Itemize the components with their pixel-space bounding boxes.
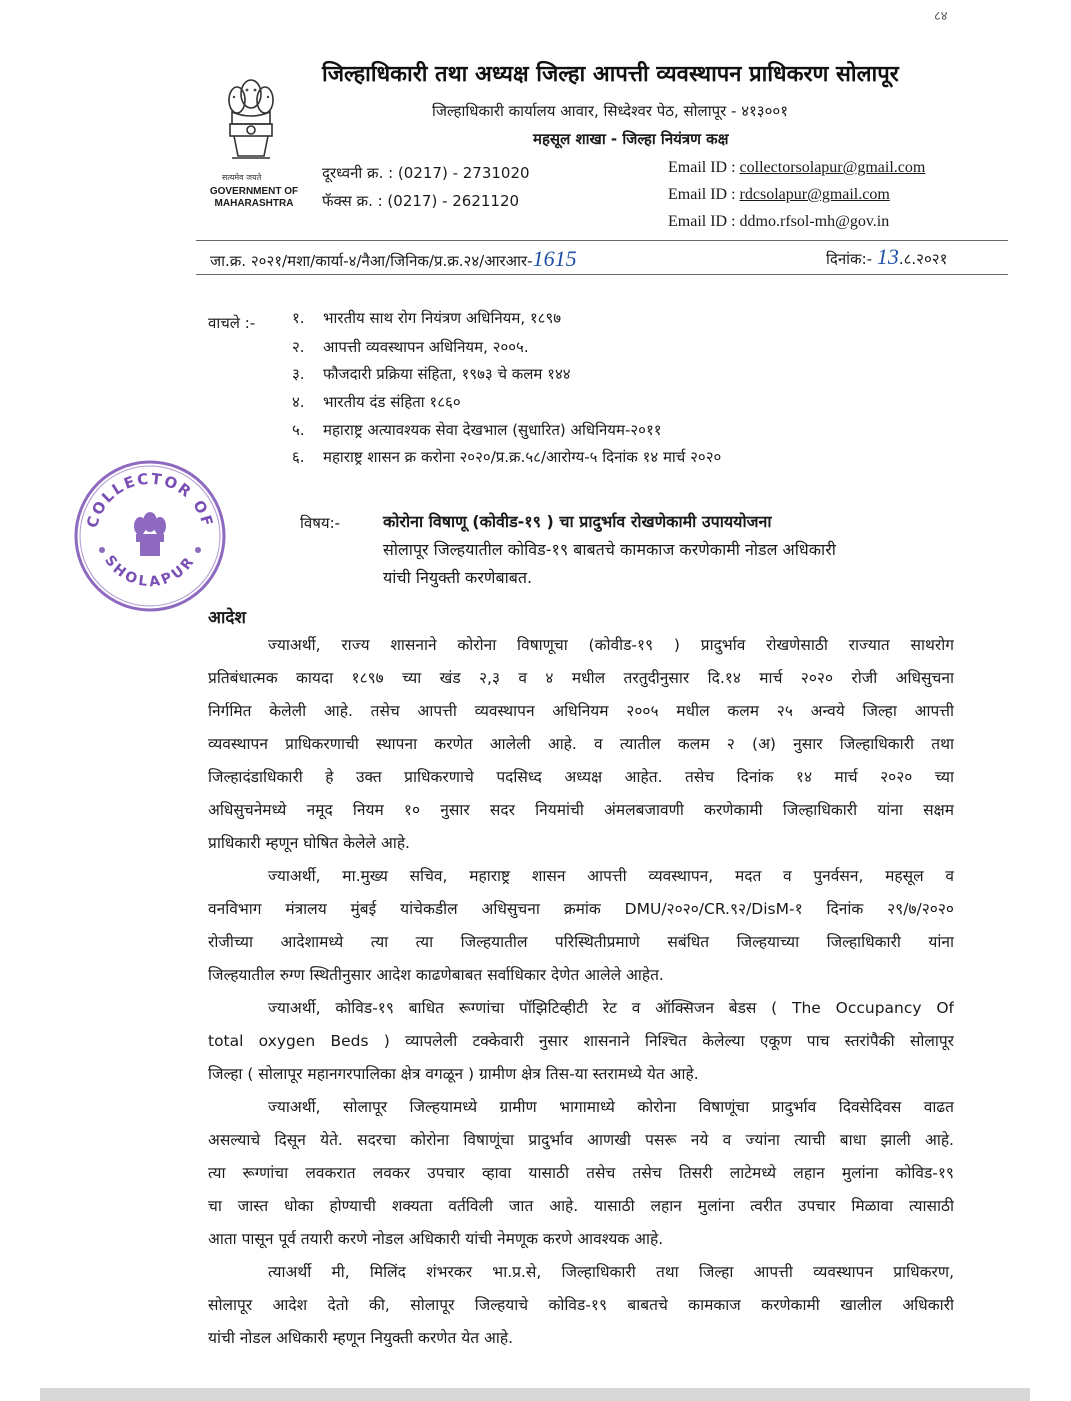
body-line: सोलापूर आदेश देतो की, सोलापूर जिल्हयाचे कोविड-१९ बाबतचे कामकाज करणेकामी खालील अधिकारी xyxy=(208,1296,954,1314)
email-label: Email ID : xyxy=(668,213,740,230)
body-line: चा जास्त धोका होण्याची शक्यता वर्तविली जात आहे. यासाठी लहान मुलांना त्वरीत उपचार मिळावा त्यासाठी xyxy=(208,1197,954,1215)
body-line: प्राधिकारी म्हणून घोषित केलेले आहे. xyxy=(208,834,410,852)
read-item-text: फौजदारी प्रक्रिया संहिता, १९७३ चे कलम १४४ xyxy=(323,365,571,383)
body-line: रोजीच्या आदेशामध्ये त्या त्या जिल्हयातील परिस्थितीप्रमाणे सबंधित जिल्हयाच्या जिल्हाधिकारी यांना xyxy=(208,933,954,951)
read-item-text: महाराष्ट्र अत्यावश्यक सेवा देखभाल (सुधारित) अधिनियम-२०११ xyxy=(323,421,662,439)
date-prefix: दिनांक:- xyxy=(826,250,873,268)
stamp-top-text: COLLECTOR OF xyxy=(82,469,218,530)
reference-date xyxy=(826,244,947,270)
email-label: Email ID : xyxy=(668,159,740,176)
read-item-text: महाराष्ट्र शासन क्र करोना २०२०/प्र.क्र.५८/आरोग्य-५ दिनांक १४ मार्च २०२० xyxy=(323,448,722,466)
date-suffix: .८.२०२१ xyxy=(898,250,948,268)
email-label: Email ID : xyxy=(668,186,740,203)
stamp-bottom-text: SHOLAPUR xyxy=(101,552,199,591)
subject-line: सोलापूर जिल्हयातील कोविड-१९ बाबतचे कामकाज करणेकामी नोडल अधिकारी xyxy=(383,540,836,559)
read-item-number: ५. xyxy=(292,421,305,439)
subject-label: विषय:- xyxy=(300,514,341,532)
body-line: यांची नोडल अधिकारी म्हणून नियुक्ती करणेत येत आहे. xyxy=(208,1329,514,1347)
read-label: वाचले :- xyxy=(208,314,256,332)
body-line: असल्याचे दिसून येते. सदरचा कोरोना विषाणूंचा प्रादुर्भाव आणखी पसरू नये व ज्यांना त्याची बाधा झाली आहे. xyxy=(208,1131,954,1149)
read-item-number: ४. xyxy=(292,393,305,411)
page-number: ८४ xyxy=(934,9,948,24)
email-line-2 xyxy=(668,186,890,204)
email-link-1[interactable]: collectorsolapur@gmail.com xyxy=(739,159,926,176)
body-line: ज्याअर्थी, राज्य शासनाने कोरोना विषाणूचा (कोवीड-१९ ) प्रादुर्भाव रोखणेसाठी राज्यात साथरोग xyxy=(268,636,954,654)
body-line: त्याअर्थी मी, मिलिंद शंभरकर भा.प्र.से, जिल्हाधिकारी तथा जिल्हा आपत्ती व्यवस्थापन प्राधिकरण, xyxy=(268,1263,954,1281)
read-item-number: १. xyxy=(292,309,305,327)
subject-line: कोरोना विषाणू (कोवीड-१९ ) चा प्रादुर्भाव रोखणेकामी उपाययोजना xyxy=(383,512,772,531)
page-bottom-edge xyxy=(40,1388,1030,1401)
header-divider-bottom xyxy=(196,274,1008,275)
body-line: जिल्हा ( सोलापूर महानगरपालिका क्षेत्र वगळून ) ग्रामीण क्षेत्र तिस-या स्तरामध्ये येत आहे. xyxy=(208,1065,699,1083)
email-link-3[interactable]: ddmo.rfsol-mh@gov.in xyxy=(739,213,890,230)
office-branch: महसूल शाखा - जिल्हा नियंत्रण कक्ष xyxy=(533,130,729,148)
body-line: ज्याअर्थी, कोविड-१९ बाधित रूग्णांचा पॉझिटिव्हीटी रेट व ऑक्सिजन बेडस ( The Occupancy Of xyxy=(268,999,954,1017)
read-item-number: ३. xyxy=(292,365,305,383)
order-heading: आदेश xyxy=(208,608,246,628)
emblem-caption-line-1: GOVERNMENT OF xyxy=(209,186,299,197)
phone-number: दूरध्वनी क्र. : (0217) - 2731020 xyxy=(322,164,530,182)
read-item-text: भारतीय दंड संहिता १८६० xyxy=(323,393,461,411)
body-line: जिल्हादंडाधिकारी हे उक्त प्राधिकरणाचे पदसिध्द अध्यक्ष आहेत. तसेच दिनांक १४ मार्च २०२० च्या xyxy=(208,768,954,786)
office-title: जिल्हाधिकारी तथा अध्यक्ष जिल्हा आपत्ती व्यवस्थापन प्राधिकरण सोलापूर xyxy=(322,62,899,87)
reference-handwritten-number: 1615 xyxy=(532,246,577,271)
body-line: अधिसुचनेमध्ये नमूद नियम १० नुसार सदर नियमांची अंमलबजावणी करणेकामी जिल्हाधिकारी यांना सक्षम xyxy=(208,801,954,819)
body-line: ज्याअर्थी, मा.मुख्य सचिव, महाराष्ट्र शासन आपत्ती व्यवस्थापन, मदत व पुनर्वसन, महसूल व xyxy=(268,867,954,885)
body-line: ज्याअर्थी, सोलापूर जिल्हयामध्ये ग्रामीण भागामाध्ये कोरोना विषाणूंचा प्रादुर्भाव दिवसेदिवस वाढत xyxy=(268,1098,954,1116)
read-item xyxy=(292,420,662,440)
read-item-text: आपत्ती व्यवस्थापन अधिनियम, २००५. xyxy=(323,338,529,356)
subject-line: यांची नियुक्ती करणेबाबत. xyxy=(383,568,533,587)
emblem-caption xyxy=(206,186,302,210)
body-line: त्या रूग्णांचा लवकरात लवकर उपचार व्हावा यासाठी तसेच तसेच तिसरी लाटेमध्ये लहान मुलांना कोविड-१९ xyxy=(208,1164,954,1182)
header-divider-top xyxy=(196,240,1008,241)
email-line-1 xyxy=(668,159,925,177)
read-item xyxy=(292,337,529,357)
read-item-text: भारतीय साथ रोग नियंत्रण अधिनियम, १८९७ xyxy=(323,309,562,327)
read-item xyxy=(292,392,461,412)
email-line-3 xyxy=(668,213,889,231)
fax-number: फॅक्स क्र. : (0217) - 2621120 xyxy=(322,192,520,210)
body-line: total oxygen Beds ) व्यापलेली टक्केवारी नुसार शासनाने निश्चित केलेल्या एकूण पाच स्तरांपैकी सोलापूर xyxy=(208,1032,954,1050)
read-item-number: ६. xyxy=(292,448,305,466)
emblem-caption-line-2: MAHARASHTRA xyxy=(214,198,294,209)
collector-stamp xyxy=(72,458,228,614)
body-line: आता पासून पूर्व तयारी करणे नोडल अधिकारी यांची नेमणूक करणे आवश्यक आहे. xyxy=(208,1230,664,1248)
reference-prefix: जा.क्र. २०२१/मशा/कार्या-४/नैआ/जिनिक/प्र.क्र.२४/आरआर- xyxy=(210,252,533,270)
read-item-number: २. xyxy=(292,338,305,356)
email-link-2[interactable]: rdcsolapur@gmail.com xyxy=(739,186,890,203)
svg-text:SHOLAPUR xyxy=(101,553,199,591)
body-line: प्रतिबंधात्मक कायदा १८९७ च्या खंड २,३ व ४ मधील तरतुदीनुसार दि.१४ मार्च २०२० रोजी अधिसुचना xyxy=(208,669,954,687)
read-item xyxy=(292,364,571,384)
read-item xyxy=(292,308,561,328)
emblem-motto: सत्यमेव जयते xyxy=(222,173,262,182)
body-line: निर्गमित केलेली आहे. तसेच आपत्ती व्यवस्थापन अधिनियम २००५ मधील कलम २५ अन्वये जिल्हा आपत्ती xyxy=(208,702,954,720)
body-line: जिल्हयातील रुग्ण स्थितीनुसार आदेश काढणेबाबत सर्वाधिकार देणेत आलेले आहेत. xyxy=(208,966,664,984)
state-emblem-icon xyxy=(218,72,284,172)
office-address: जिल्हाधिकारी कार्यालय आवार, सिध्देश्वर पेठ, सोलापूर - ४१३००१ xyxy=(432,102,788,120)
body-line: वनविभाग मंत्रालय मुंबई यांचेकडील अधिसुचना क्रमांक DMU/२०२०/CR.९२/DisM-१ दिनांक २९/७/२०२० xyxy=(208,900,954,918)
date-handwritten-day: 13 xyxy=(876,244,899,269)
read-item xyxy=(292,447,721,467)
body-line: व्यवस्थापन प्राधिकरणाची स्थापना करणेत आलेली आहे. व त्यातील कलम २ (अ) नुसार जिल्हाधिकारी तथा xyxy=(208,735,954,753)
reference-number xyxy=(210,246,577,272)
